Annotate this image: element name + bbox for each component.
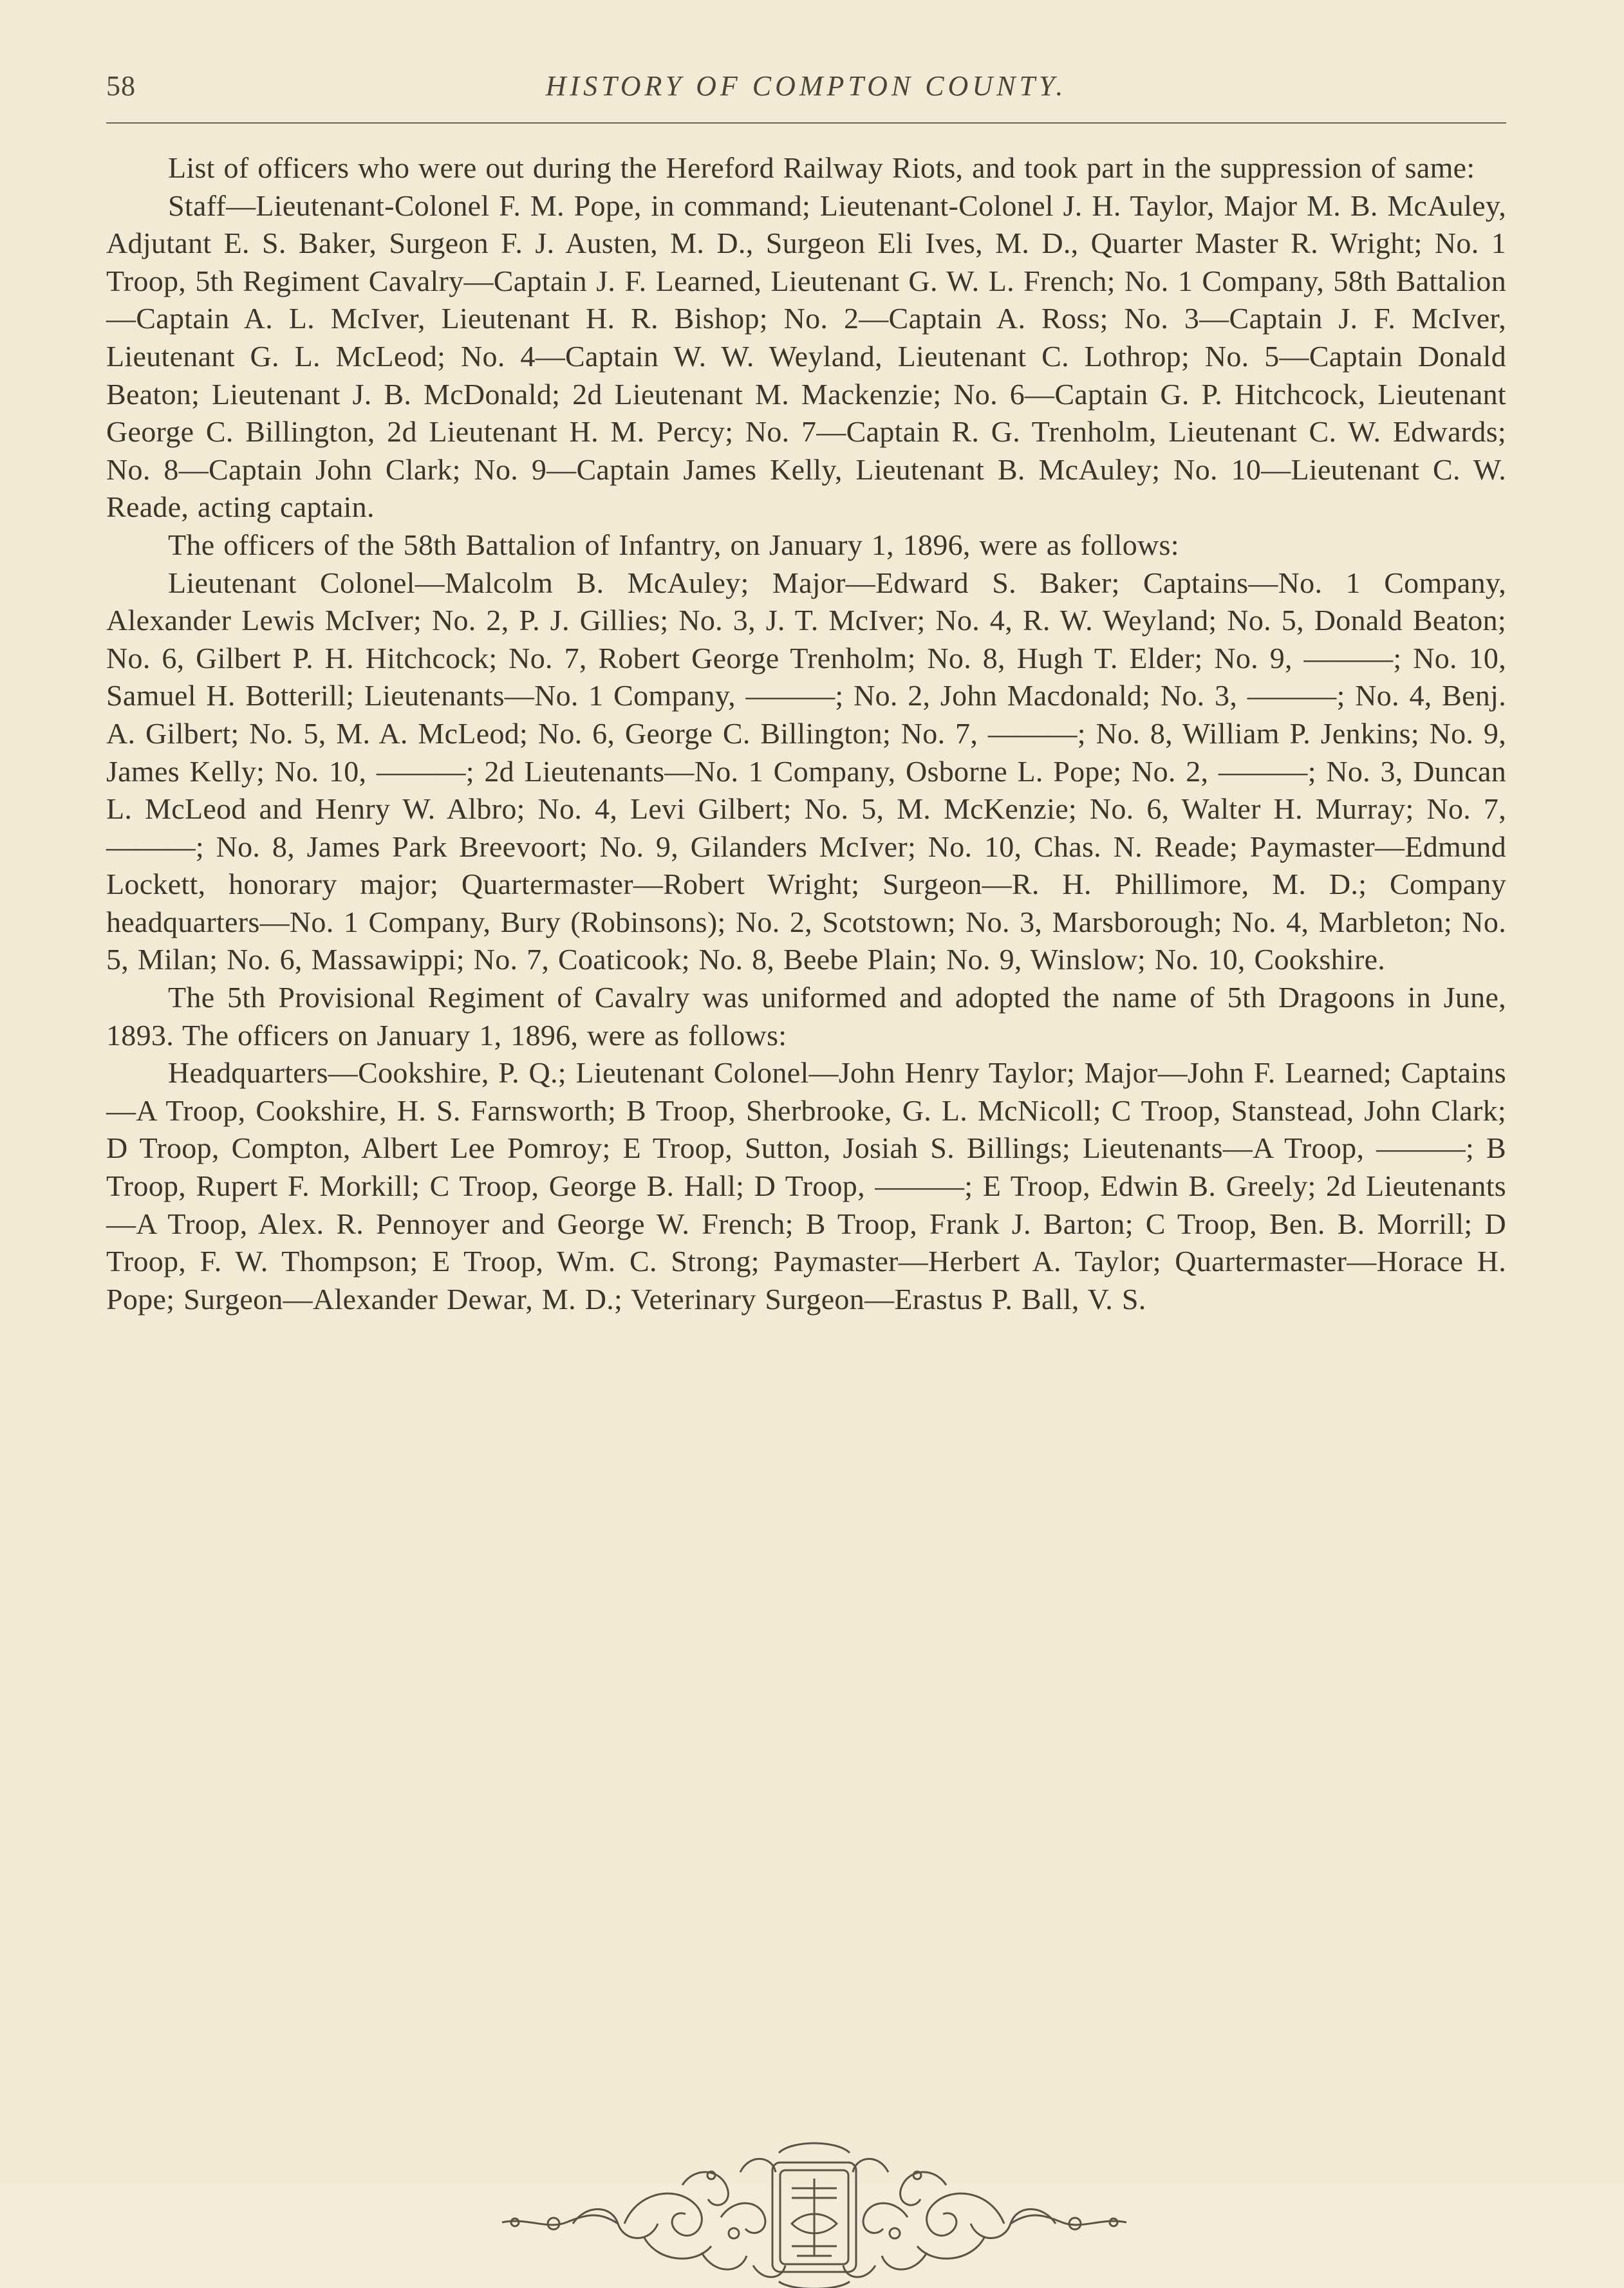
paragraph-58th-intro: The officers of the 58th Battalion of Infantry, on January 1, 1896, were as follows:: [168, 528, 1179, 561]
paragraph-riot-intro: List of officers who were out during the Hereford Railway Riots, and took part in the suppression of same:: [168, 151, 1475, 184]
paragraph-dragoons-officers: Headquarters—Cookshire, P. Q.; Lieutenant Colonel—John Henry Taylor; Major—John F. Learned; Captains—A Troop, Cookshire, H. S. Farnsworth; B Troop, Sherbrooke, G. L. McNicoll; C Troop, Stanstead, John Clark; D Troop, Compton, Albert Lee Pomroy; E Troop, Sutton, Josiah S. Billings; Lieutenants—A Troop, ———; B Troop, Rupert F. Morkill; C Troop, George B. Hall; D Troop, ———; E Troop, Edwin B. Greely; 2d Lieutenants—A Troop, Alex. R. Pennoyer and George W. French; B Troop, Frank J. Barton; C Troop, Ben. B. Morrill; D Troop, F. W. Thompson; E Troop, Wm. C. Strong; Paymaster—Herbert A. Taylor; Quartermaster—Horace H. Pope; Surgeon—Alexander Dewar, M. D.; Veterinary Surgeon—Erastus P. Ball, V. S.: [106, 1056, 1506, 1316]
paragraph-58th-officers: Lieutenant Colonel—Malcolm B. McAuley; Major—Edward S. Baker; Captains—No. 1 Company, Alexander Lewis McIver; No. 2, P. J. Gillies; No. 3, J. T. McIver; No. 4, R. W. Weyland; No. 5, Donald Beaton; No. 6, Gilbert P. H. Hitchcock; No. 7, Robert George Trenholm; No. 8, Hugh T. Elder; No. 9, ———; No. 10, Samuel H. Botterill; Lieutenants—No. 1 Company, ———; No. 2, John Macdonald; No. 3, ———; No. 4, Benj. A. Gilbert; No. 5, M. A. McLeod; No. 6, George C. Billington; No. 7, ———; No. 8, William P. Jenkins; No. 9, James Kelly; No. 10, ———; 2d Lieutenants—No. 1 Company, Osborne L. Pope; No. 2, ———; No. 3, Duncan L. McLeod and Henry W. Albro; No. 4, Levi Gilbert; No. 5, M. McKenzie; No. 6, Walter H. Murray; No. 7, ———; No. 8, James Park Breevoort; No. 9, Gilanders McIver; No. 10, Chas. N. Reade; Paymaster—Edmund Lockett, honorary major; Quartermaster—Robert Wright; Surgeon—R. H. Phillimore, M. D.; Company headquarters—No. 1 Company, Bury (Robinsons); No. 2, Scotstown; No. 3, Marsborough; No. 4, Marbleton; No. 5, Milan; No. 6, Massawippi; No. 7, Coaticook; No. 8, Beebe Plain; No. 9, Winslow; No. 10, Cookshire.: [106, 566, 1506, 976]
header-rule: [106, 122, 1506, 124]
page-number: 58: [106, 70, 136, 102]
running-head: [106, 70, 1506, 108]
running-title: HISTORY OF COMPTON COUNTY.: [545, 70, 1067, 102]
body-text: [106, 149, 1506, 1318]
paragraph-riot-staff: Staff—Lieutenant-Colonel F. M. Pope, in command; Lieutenant-Colonel J. H. Taylor, Major M. B. McAuley, Adjutant E. S. Baker, Surgeon F. J. Austen, M. D., Surgeon Eli Ives, M. D., Quarter Master R. Wright; No. 1 Troop, 5th Regiment Cavalry—Captain J. F. Learned, Lieutenant G. W. L. French; No. 1 Company, 58th Battalion—Captain A. L. McIver, Lieutenant H. R. Bishop; No. 2—Captain A. Ross; No. 3—Captain J. F. McIver, Lieutenant G. L. McLeod; No. 4—Captain W. W. Weyland, Lieutenant C. Lothrop; No. 5—Captain Donald Beaton; Lieutenant J. B. McDonald; 2d Lieutenant M. Mackenzie; No. 6—Captain G. P. Hitchcock, Lieutenant George C. Billington, 2d Lieutenant H. M. Percy; No. 7—Captain R. G. Trenholm, Lieutenant C. W. Edwards; No. 8—Captain John Clark; No. 9—Captain James Kelly, Lieutenant B. McAuley; No. 10—Lieutenant C. W. Reade, acting captain.: [106, 189, 1506, 524]
decorative-tailpiece-ornament-icon: [489, 2127, 1139, 2288]
paragraph-dragoons-intro: The 5th Provisional Regiment of Cavalry was uniformed and adopted the name of 5th Dragoons in June, 1893. The officers on January 1, 1896, were as follows:: [106, 981, 1506, 1052]
